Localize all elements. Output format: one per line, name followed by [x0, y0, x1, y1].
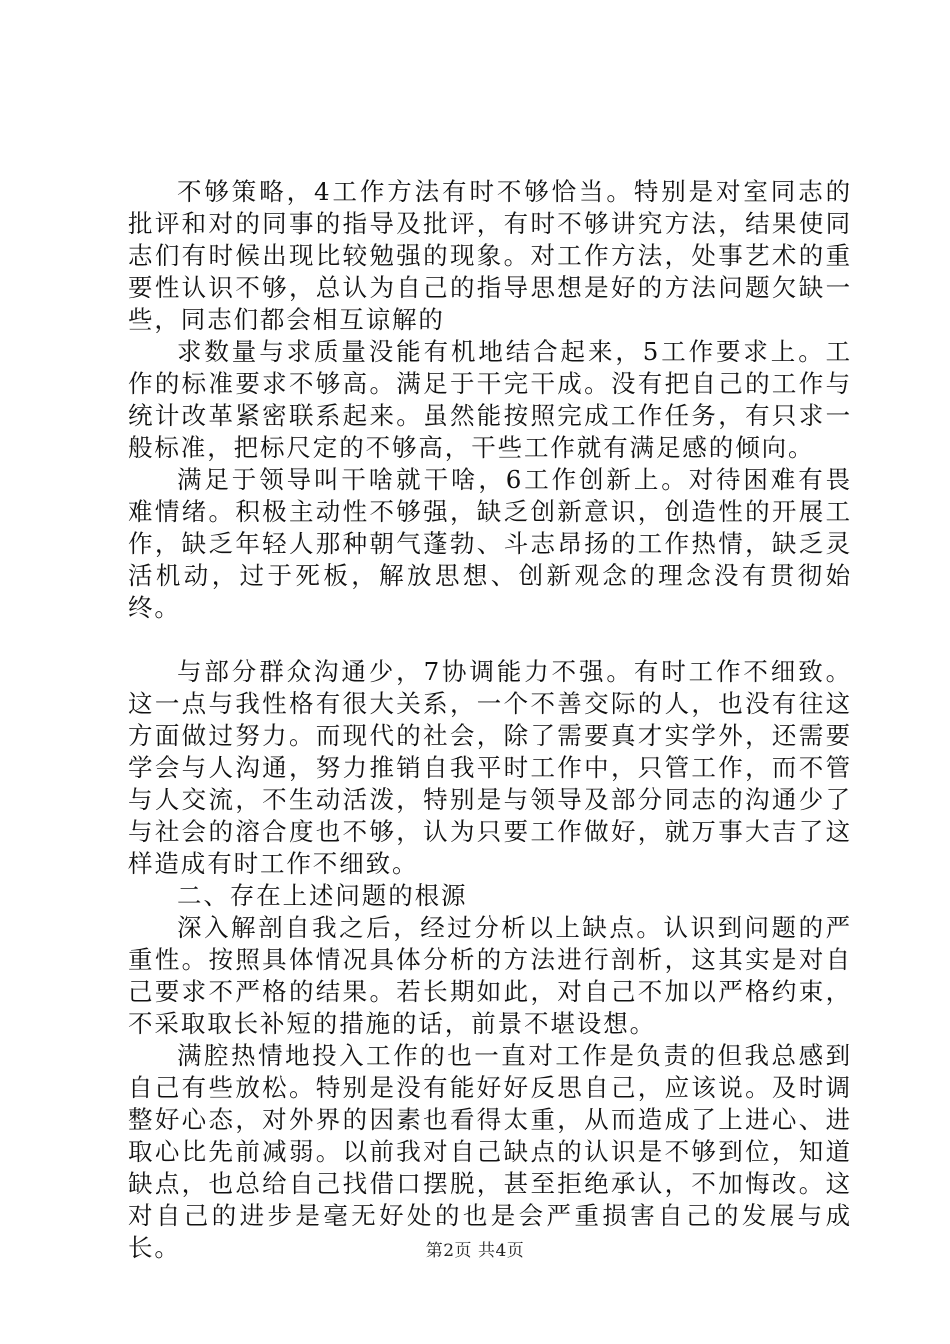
document-body [128, 176, 852, 1264]
paragraph-coordination: 与部分群众沟通少，7协调能力不强。有时工作不细致。这一点与我性格有很大关系，一个不善交际的人，也没有往这方面做过努力。而现代的社会，除了需要真才实学外，还需要学会与人沟通，努力推销自我平时工作中，只管工作，而不管与人交流，不生动活泼，特别是与领导及部分同志的沟通少了与社会的溶合度也不够，认为只要工作做好，就万事大吉了这样造成有时工作不细致。 [128, 657, 852, 878]
paragraph-self-reflection: 满腔热情地投入工作的也一直对工作是负责的但我总感到自己有些放松。特别是没有能好好反思自己，应该说。及时调整好心态，对外界的因素也看得太重，从而造成了上进心、进取心比先前减弱。以前我对自己缺点的认识是不够到位，知道缺点，也总给自己找借口摆脱，甚至拒绝承认，不加悔改。这对自己的进步是毫无好处的也是会严重损害自己的发展与成长。 [128, 1041, 852, 1262]
paragraph-work-requirements: 求数量与求质量没能有机地结合起来，5工作要求上。工作的标准要求不够高。满足于干完干成。没有把自己的工作与统计改革紧密联系起来。虽然能按照完成工作任务，有只求一般标准，把标尺定的不够高，干些工作就有满足感的倾向。 [128, 337, 852, 462]
paragraph-work-method: 不够策略，4工作方法有时不够恰当。特别是对室同志的批评和对的同事的指导及批评，有时不够讲究方法，结果使同志们有时候出现比较勉强的现象。对工作方法，处事艺术的重要性认识不够，总认为自己的指导思想是好的方法问题欠缺一些，同志们都会相互谅解的 [128, 177, 852, 334]
paragraph-work-innovation: 满足于领导叫干啥就干啥，6工作创新上。对待困难有畏难情绪。积极主动性不够强，缺乏创新意识，创造性的开展工作，缺乏年轻人那种朝气蓬勃、斗志昂扬的工作热情，缺乏灵活机动，过于死板，解放思想、创新观念的理念没有贯彻始终。 [128, 465, 852, 622]
paragraph-self-analysis: 深入解剖自我之后，经过分析以上缺点。认识到问题的严重性。按照具体情况具体分析的方法进行剖析，这其实是对自己要求不严格的结果。若长期如此，对自己不加以严格约束，不采取取长补短的措施的话，前景不堪设想。 [128, 913, 852, 1038]
page-number-footer: 第2页 共4页 [425, 1241, 525, 1261]
section-heading-root-causes: 二、存在上述问题的根源 [177, 881, 468, 910]
